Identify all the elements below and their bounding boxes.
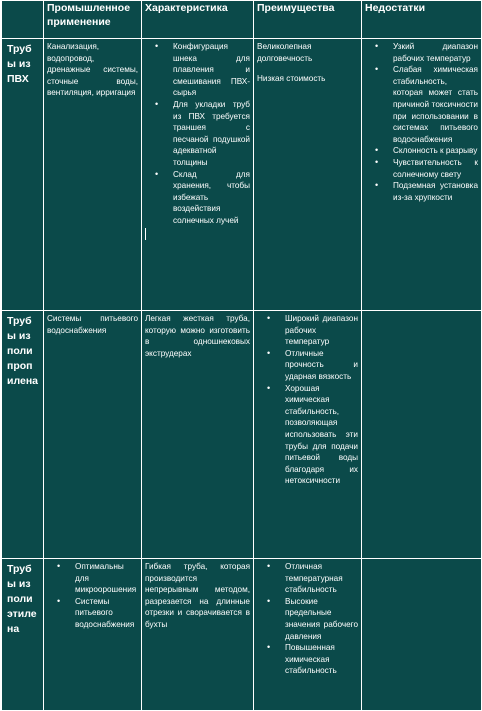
list-item: • Конфигурация шнека для плавления и смешивания ПВХ-сырья — [173, 41, 250, 99]
list-item: • Системы питьевого водоснабжения — [75, 596, 138, 631]
table-row — [2, 559, 482, 711]
header-characteristics: Характеристика — [142, 1, 254, 39]
pp-advantages — [254, 311, 362, 559]
pp-disadvantages — [362, 311, 482, 559]
pe-application — [44, 559, 142, 711]
pvc-application: Канализация, водопровод, дренажные системы, сточные воды, вентиляция, ирригация — [44, 39, 142, 311]
list-item: • Для укладки труб из ПВХ требуется траншея с песчаной подушкой адекватной толщины — [173, 99, 250, 169]
header-advantages: Преимущества — [254, 1, 362, 39]
header-row — [2, 1, 482, 39]
row-title-pvc: Трубы из ПВХ — [2, 39, 44, 311]
list-item: • Чувствительность к солнечному свету — [393, 157, 478, 180]
pp-characteristics: Легкая жесткая труба, которую можно изготовить в одношнековых экструдерах — [142, 311, 254, 559]
header-disadvantages: Недостатки — [362, 1, 482, 39]
table-row — [2, 39, 482, 311]
pvc-advantages — [254, 39, 362, 311]
list-item: • Склад для хранения, чтобы избежать воздействия солнечных лучей — [173, 169, 250, 227]
row-title-polypropylene: Трубы из полипропилена — [2, 311, 44, 559]
text-cursor — [145, 228, 146, 240]
pvc-disadvantages — [362, 39, 482, 311]
pp-application: Системы питьевого водоснабжения — [44, 311, 142, 559]
pipe-comparison-table — [1, 0, 482, 711]
list-item: • Высокие предельные значения рабочего давления — [285, 596, 358, 642]
list-item: • Слабая химическая стабильность, которая может стать причиной токсичности при использовании в системах питьевого водоснабжения — [393, 64, 478, 145]
advantage-text: Великолепная долговечность — [257, 42, 313, 63]
pe-advantages — [254, 559, 362, 711]
list-item: • Отличные прочность и ударная вязкость — [285, 348, 358, 383]
pe-characteristics: Гибкая труба, которая производится непрерывным методом, разрезается на длинные отрезки и сворачивается в бухты — [142, 559, 254, 711]
pvc-characteristics — [142, 39, 254, 311]
header-application: Промышленное применение — [44, 1, 142, 39]
list-item: • Широкий диапазон рабочих температур — [285, 313, 358, 348]
pe-disadvantages — [362, 559, 482, 711]
list-item: • Узкий диапазон рабочих температур — [393, 41, 478, 64]
advantage-text: Низкая стоимость — [257, 74, 326, 84]
list-item: • Хорошая химическая стабильность, позволяющая использовать эти трубы для подачи питьевой воды благодаря их нетоксичности — [285, 383, 358, 487]
list-item: • Оптимальны для микроорошения — [75, 561, 138, 596]
list-item: • Отличная температурная стабильность — [285, 561, 358, 596]
list-item: • Повышенная химическая стабильность — [285, 642, 358, 677]
list-item: • Склонность к разрыву — [393, 145, 478, 157]
table-row — [2, 311, 482, 559]
row-title-polyethylene: Трубы из полиэтилена — [2, 559, 44, 711]
list-item: • Подземная установка из-за хрупкости — [393, 180, 478, 203]
header-empty — [2, 1, 44, 39]
